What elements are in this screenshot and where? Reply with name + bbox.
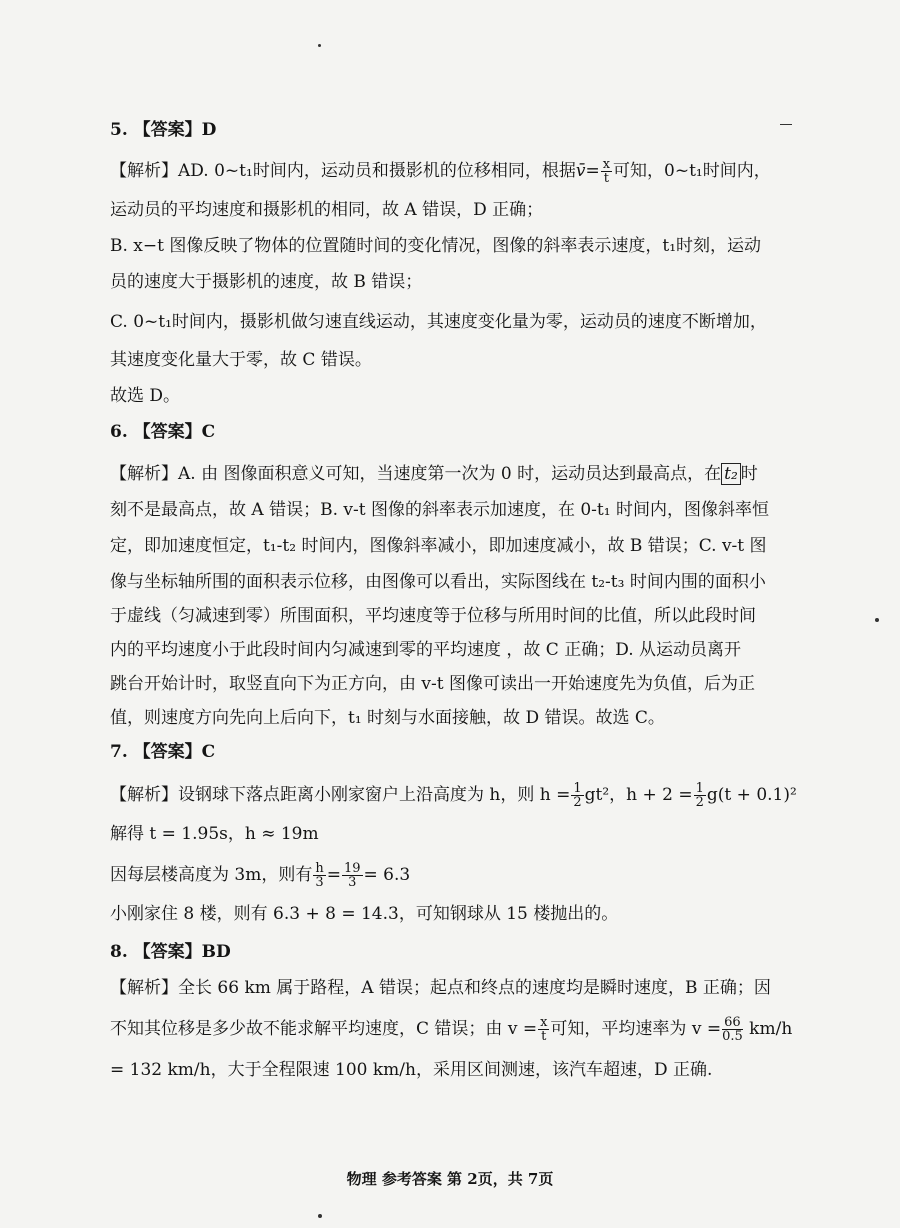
q7-answer-heading: 7. 【答案】C	[110, 742, 216, 762]
q5-analysis-line-4: 员的速度大于摄影机的速度，故 B 错误；	[110, 272, 423, 292]
numerator: 1	[695, 781, 704, 796]
text: 可知，平均速率为 v =	[550, 1019, 722, 1039]
q7-analysis-line-1	[110, 782, 797, 809]
text: 因每层楼高度为 3m，则有	[110, 865, 313, 885]
denominator: 3	[348, 875, 357, 890]
numerator: x	[540, 1015, 548, 1030]
denominator: 2	[573, 795, 582, 810]
page-footer: 物理 参考答案 第 2页，共 7页	[346, 1170, 554, 1188]
q6-answer-heading: 6. 【答案】C	[110, 422, 216, 442]
q6-analysis-line-6: 内的平均速度小于此段时间内匀减速到零的平均速度 ，故 C 正确；D. 从运动员离开	[110, 640, 742, 660]
fraction-x-over-t	[538, 1016, 549, 1043]
text: km/h	[749, 1019, 793, 1039]
q6-analysis-line-7: 跳台开始计时，取竖直向下为正方向，由 v-t 图像可读出一开始速度先为负值，后为正	[110, 674, 755, 694]
fraction-66-over-0-5	[722, 1016, 743, 1043]
numerator: 19	[343, 861, 361, 876]
fraction-19-over-3	[342, 862, 363, 889]
fraction-x-over-t	[601, 158, 612, 185]
text: 可知，0~t₁时间内，	[613, 161, 771, 181]
text: 【解析】A. 由 图像面积意义可知，当速度第一次为 0 时，运动员达到最高点，在	[110, 464, 722, 484]
q8-analysis-line-2	[110, 1016, 792, 1043]
text: 【解析】设钢球下落点距离小刚家窗户上沿高度为 h，则 h =	[110, 785, 571, 805]
q5-analysis-line-6: 其速度变化量大于零，故 C 错误。	[110, 350, 372, 370]
q6-analysis-line-1	[110, 462, 758, 486]
q8-analysis-line-3: = 132 km/h，大于全程限速 100 km/h，采用区间测速，该汽车超速，D 正确.	[110, 1060, 713, 1080]
q8-answer-heading: 8. 【答案】BD	[110, 942, 231, 962]
text: g(t + 0.1)²	[706, 785, 797, 805]
boxed-t2: t₂	[721, 463, 741, 485]
vbar-symbol: v̄	[575, 161, 586, 181]
text: gt²，h + 2 =	[584, 785, 693, 805]
numerator: x	[602, 157, 611, 172]
q6-analysis-line-4: 像与坐标轴所围的面积表示位移，由图像可以看出，实际图线在 t₂-t₃ 时间内围的面积小	[110, 572, 766, 592]
q6-analysis-line-5: 于虚线（匀减速到零）所围面积，平均速度等于位移与所用时间的比值，所以此段时间	[110, 606, 756, 626]
q5-conclusion: 故选 D。	[110, 386, 181, 406]
denominator: 0.5	[722, 1029, 743, 1044]
text: 【解析】AD. 0~t₁时间内，运动员和摄影机的位移相同，根据	[110, 161, 576, 181]
scan-speck	[318, 1214, 322, 1218]
scan-speck	[318, 44, 321, 47]
denominator: t	[603, 171, 609, 186]
scan-speck	[780, 124, 792, 125]
q6-analysis-line-3: 定，即加速度恒定，t₁-t₂ 时间内，图像斜率减小，即加速度减小，故 B 错误；C. v-t 图	[110, 536, 767, 556]
text: 不知其位移是多少故不能求解平均速度，C 错误；由 v =	[110, 1019, 538, 1039]
text: 时	[740, 464, 758, 484]
q7-analysis-line-2: 解得 t = 1.95s，h ≈ 19m	[110, 824, 319, 844]
denominator: 2	[695, 795, 704, 810]
denominator: 3	[315, 875, 324, 890]
q7-analysis-line-3	[110, 862, 410, 889]
text: = 6.3	[363, 865, 411, 885]
numerator: h	[315, 861, 324, 876]
equals-sign: =	[326, 865, 341, 885]
numerator: 1	[573, 781, 582, 796]
q7-analysis-line-4: 小刚家住 8 楼，则有 6.3 + 8 = 14.3，可知钢球从 15 楼抛出的。	[110, 904, 619, 924]
numerator: 66	[722, 1016, 743, 1030]
fraction-half	[571, 782, 583, 809]
q8-analysis-line-1: 【解析】全长 66 km 属于路程，A 错误；起点和终点的速度均是瞬时速度，B 正确；因	[110, 978, 771, 998]
q6-analysis-line-2: 刻不是最高点，故 A 错误；B. v-t 图像的斜率表示加速度，在 0-t₁ 时间内，图像斜率恒	[110, 500, 769, 520]
q5-answer-heading: 5. 【答案】D	[110, 120, 217, 140]
q5-analysis-line-1: 【解析】AD. 0~t₁时间内，运动员和摄影机的位移相同，根据v̄= $\frac{x}{t}$ 可知，0~t₁时间内，	[110, 157, 771, 186]
q5-analysis-line-3: B. x−t 图像反映了物体的位置随时间的变化情况，图像的斜率表示速度，t₁时刻，运动	[110, 236, 762, 256]
q5-analysis-line-5: C. 0~t₁时间内，摄影机做匀速直线运动，其速度变化量为零，运动员的速度不断增加，	[110, 312, 767, 332]
scan-speck	[875, 618, 879, 622]
q6-analysis-line-8: 值，则速度方向先向上后向下，t₁ 时刻与水面接触，故 D 错误。故选 C。	[110, 708, 665, 728]
fraction-half	[694, 782, 706, 809]
q5-analysis-line-2: 运动员的平均速度和摄影机的相同，故 A 错误，D 正确；	[110, 200, 544, 220]
denominator: t	[541, 1029, 547, 1044]
fraction-h-over-3	[313, 862, 325, 889]
